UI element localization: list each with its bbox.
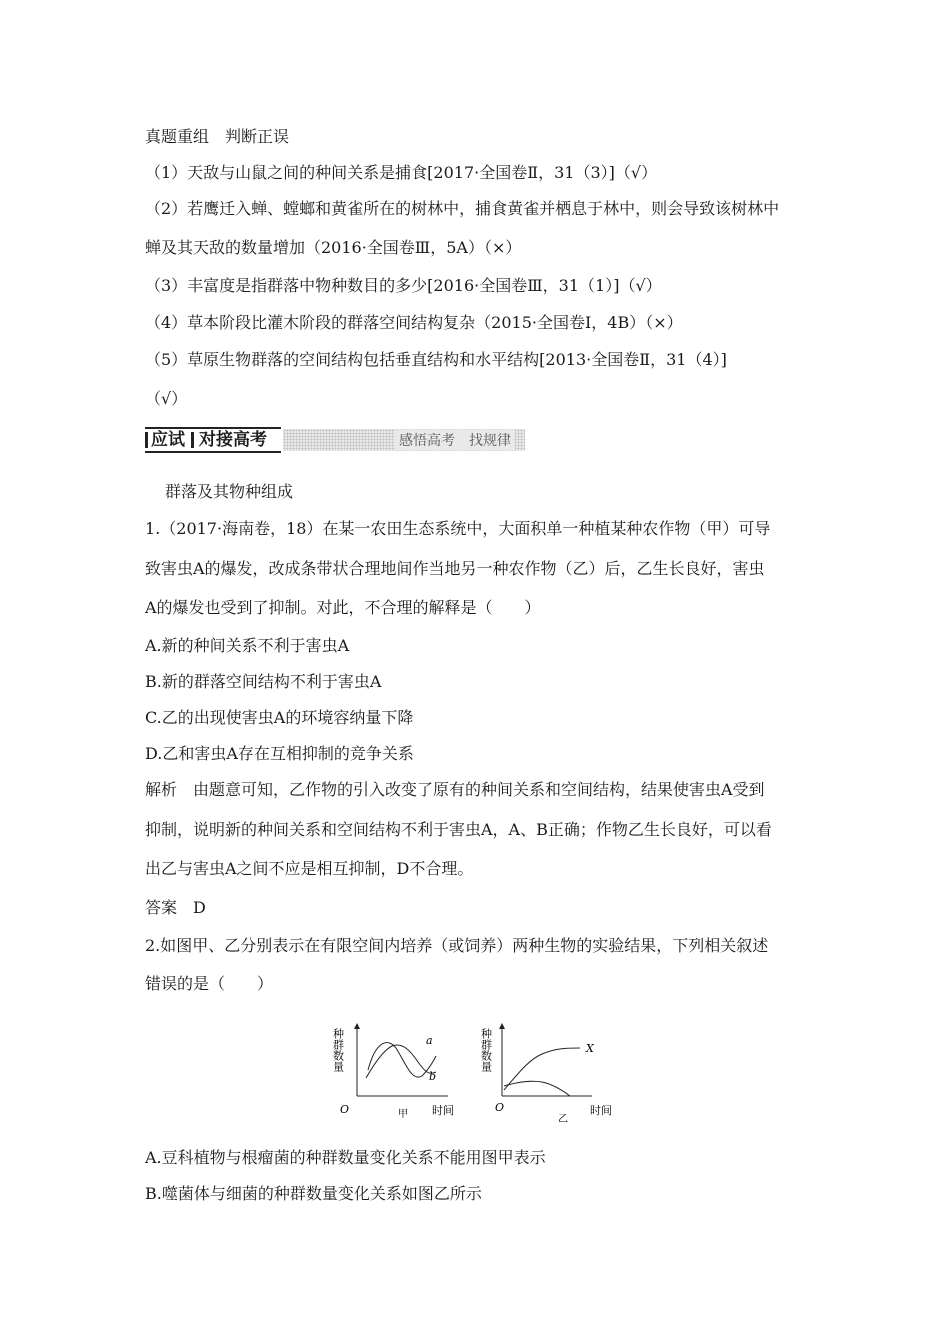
section-subheading: 群落及其物种组成: [165, 482, 294, 501]
section-heading: 真题重组 判断正误: [145, 127, 290, 146]
banner-tagline: 感悟高考 找规律: [395, 430, 515, 450]
option-item: A.新的种间关系不利于害虫A: [145, 636, 350, 655]
question-text: 致害虫A的爆发，改成条带状合理地间作当地另一种农作物（乙）后，乙生长良好，害虫: [145, 559, 765, 578]
judgement-item: （4）草本阶段比灌木阶段的群落空间结构复杂（2015·全国卷Ⅰ，4B）（×）: [145, 313, 683, 332]
banner-title: [145, 427, 281, 453]
graph-caption: 甲: [398, 1109, 408, 1120]
option-item: B.噬菌体与细菌的种群数量变化关系如图乙所示: [145, 1184, 482, 1203]
question-text: 1.（2017·海南卷，18）在某一农田生态系统中，大面积单一种植某种农作物（甲）可导: [145, 519, 771, 538]
banner-title-part2: 对接高考: [199, 430, 267, 450]
banner-title-part1: 应试: [151, 430, 185, 450]
graph-jia: [332, 1026, 455, 1120]
y-axis-label: 种群数量: [331, 1028, 345, 1072]
question-text: A的爆发也受到了抑制。对此，不合理的解释是（ ）: [145, 598, 541, 617]
y-axis-label: 种群数量: [479, 1028, 493, 1072]
answer-text: 答案 D: [145, 898, 206, 917]
judgement-item: （√）: [145, 389, 188, 408]
analysis-text: 出乙与害虫A之间不应是相互抑制，D不合理。: [145, 859, 474, 878]
origin-label: O: [495, 1101, 505, 1114]
banner-tagline-band: [283, 429, 525, 451]
curve-y: [504, 1081, 570, 1096]
question-text: 2.如图甲、乙分别表示在有限空间内培养（或饲养）两种生物的实验结果，下列相关叙述: [145, 936, 769, 955]
origin-label: O: [340, 1103, 350, 1116]
judgement-item: （2）若鹰迁入蝉、螳螂和黄雀所在的树林中，捕食黄雀并栖息于林中，则会导致该树林中: [145, 199, 780, 218]
judgement-item: 蝉及其天敌的数量增加（2016·全国卷Ⅲ，5A）（×）: [145, 238, 522, 257]
analysis-text: 抑制，说明新的种间关系和空间结构不利于害虫A，A、B正确；作物乙生长良好，可以看: [145, 820, 772, 839]
analysis-text: 解析 由题意可知，乙作物的引入改变了原有的种间关系和空间结构，结果使害虫A受到: [145, 780, 765, 799]
curve-b-label: b: [429, 1070, 437, 1083]
curve-x-label: X: [586, 1042, 594, 1055]
x-axis-label: 时间: [590, 1104, 612, 1117]
option-item: B.新的群落空间结构不利于害虫A: [145, 672, 382, 691]
judgement-item: （3）丰富度是指群落中物种数目的多少[2016·全国卷Ⅲ，31（1）]（√）: [145, 276, 662, 295]
option-item: A.豆科植物与根瘤菌的种群数量变化关系不能用图甲表示: [145, 1148, 546, 1167]
option-item: C.乙的出现使害虫A的环境容纳量下降: [145, 708, 414, 727]
curve-a-label: a: [426, 1034, 433, 1047]
population-graphs-figure: [330, 1010, 630, 1122]
section-banner: [145, 427, 525, 453]
graph-caption: 乙: [558, 1114, 568, 1122]
x-axis-label: 时间: [432, 1104, 454, 1117]
question-text: 错误的是（ ）: [145, 974, 274, 993]
judgement-item: （1）天敌与山鼠之间的种间关系是捕食[2017·全国卷Ⅱ，31（3）]（√）: [145, 163, 658, 182]
option-item: D.乙和害虫A存在互相抑制的竞争关系: [145, 744, 414, 763]
judgement-item: （5）草原生物群落的空间结构包括垂直结构和水平结构[2013·全国卷Ⅱ，31（4）]: [145, 350, 727, 369]
graph-yi: [480, 1026, 613, 1122]
